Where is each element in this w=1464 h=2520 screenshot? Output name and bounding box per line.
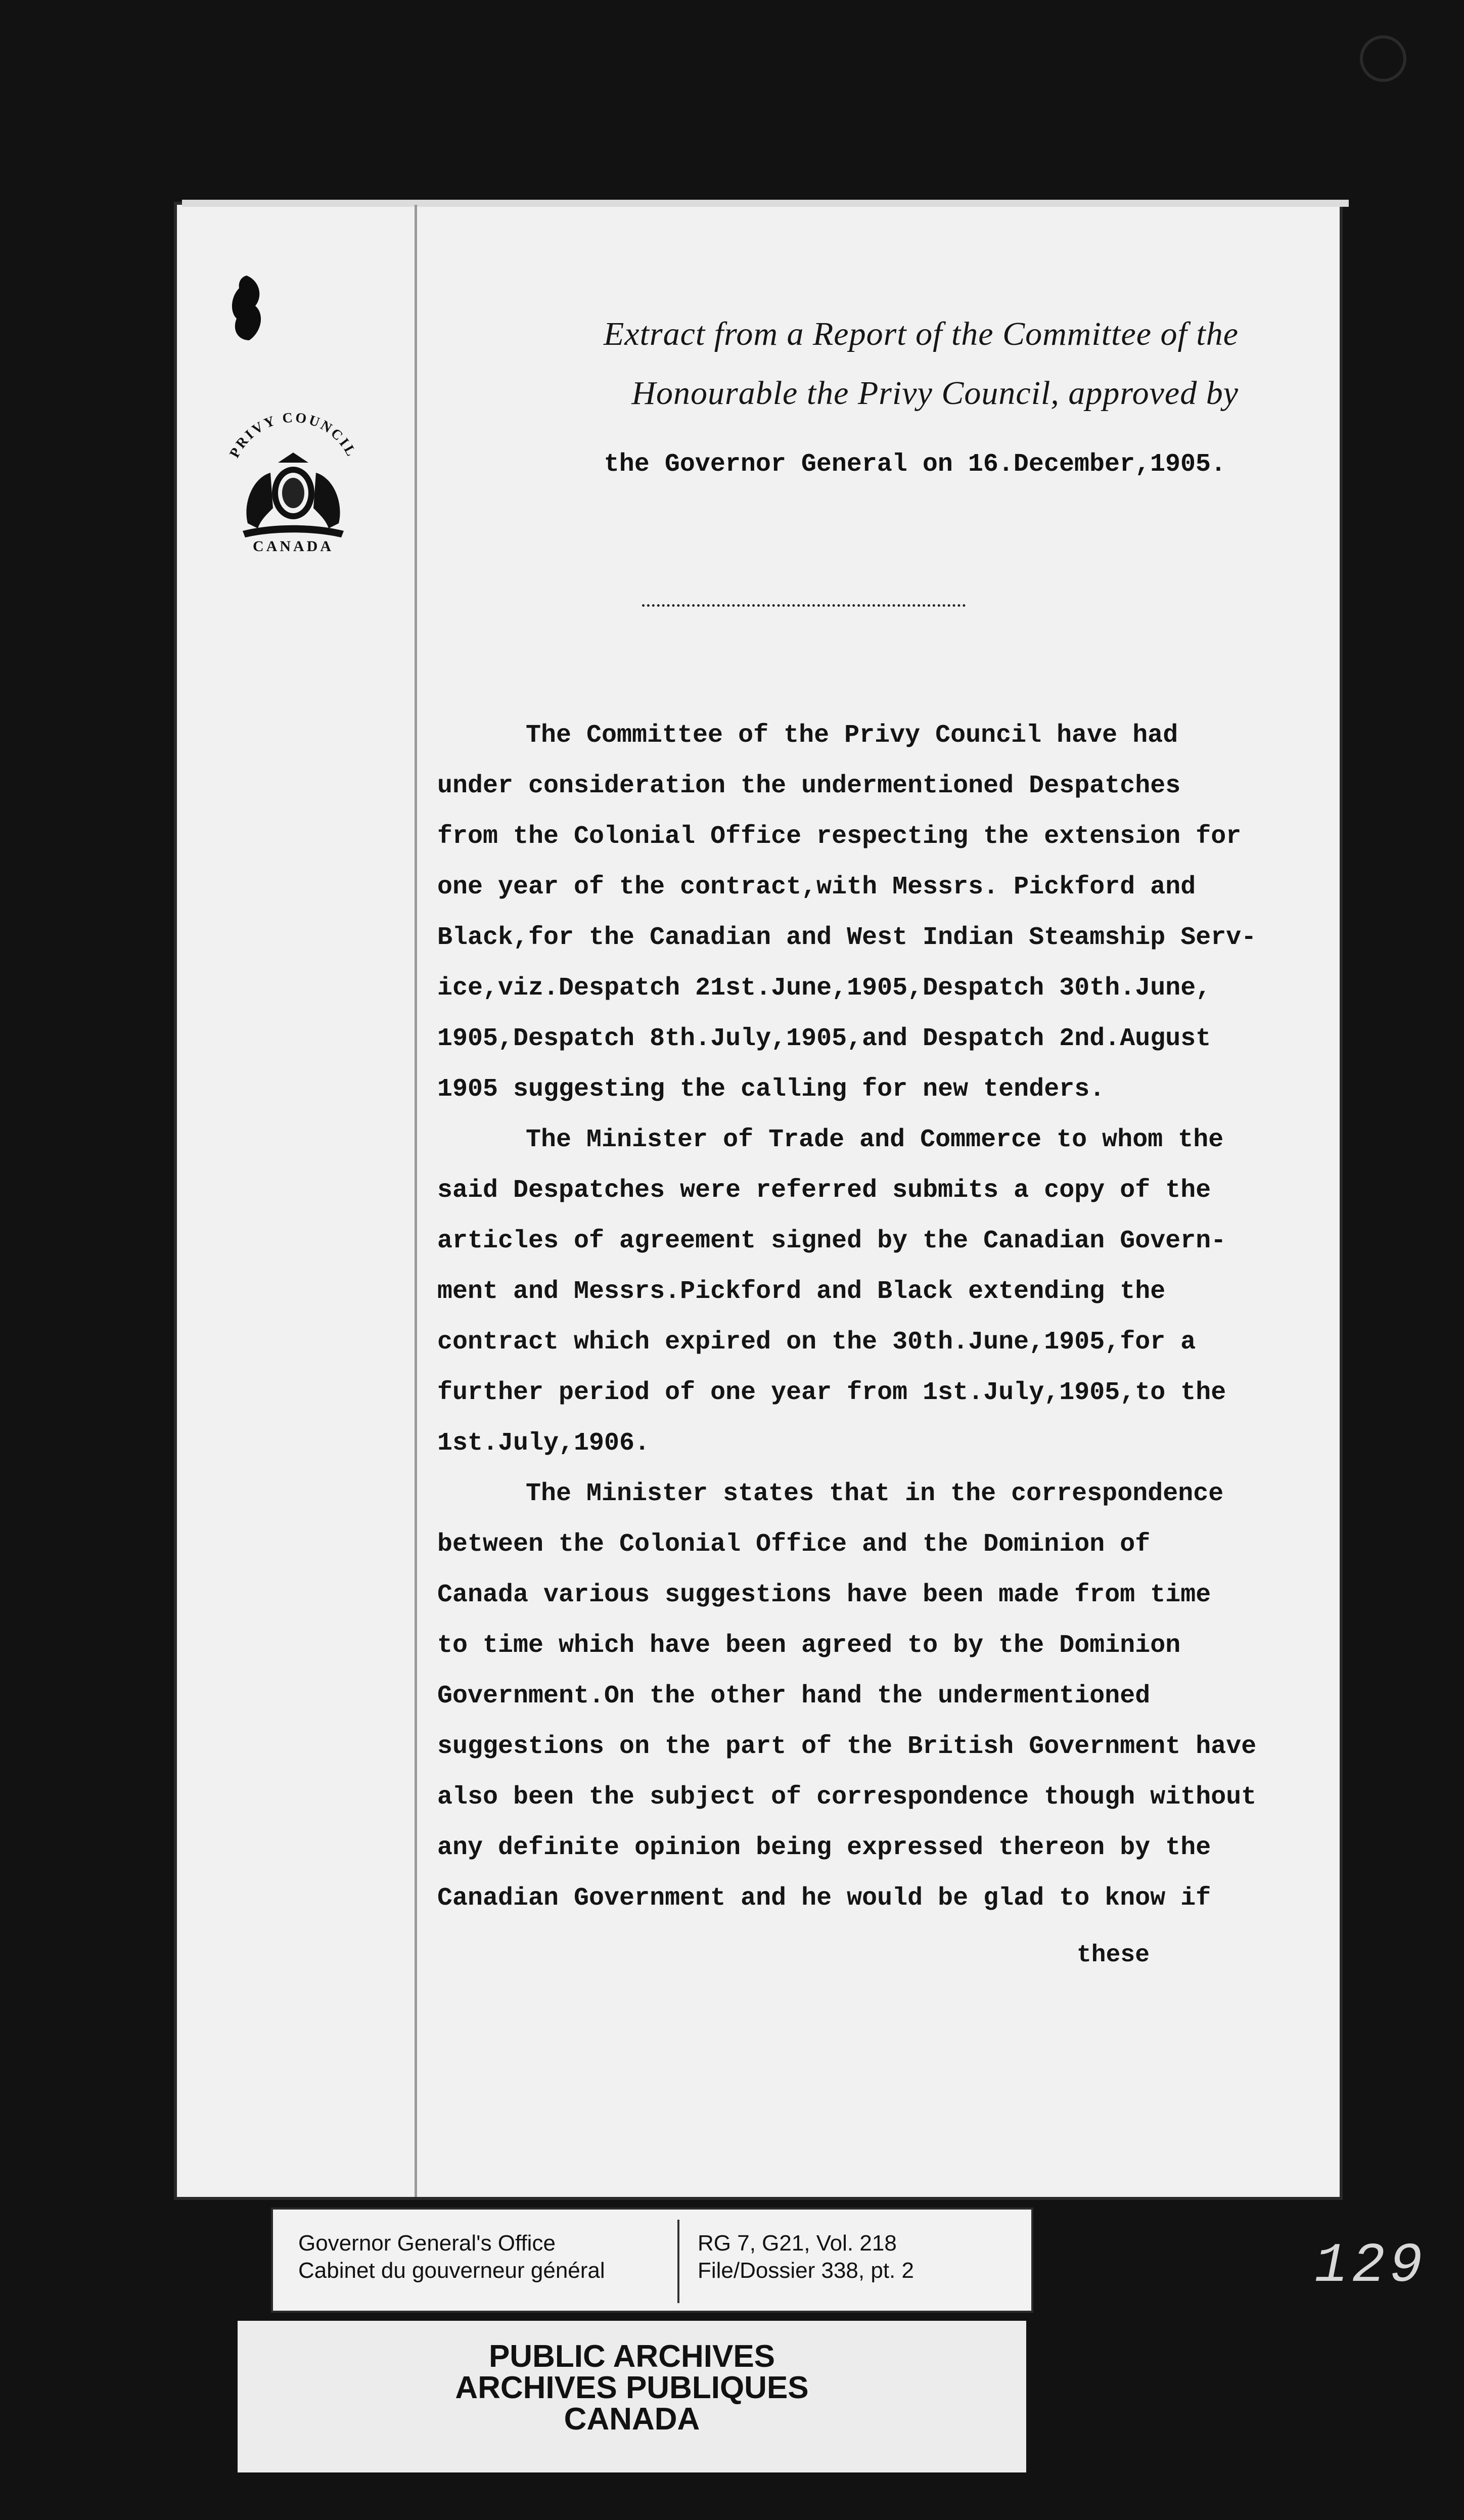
margin-rule [415,205,417,2197]
label-divider [677,2220,679,2303]
p1-line: ice,viz.Despatch 21st.June,1905,Despatch 30th.June, [437,974,1211,1003]
p1-line: The Committee of the Privy Council have had [526,721,1178,750]
p2-line: said Despatches were referred submits a copy of the [437,1176,1211,1205]
p2-line: further period of one year from 1st.July,1905,to the [437,1378,1226,1407]
archives-line-1: PUBLIC ARCHIVES [488,2339,775,2374]
p3-line: Canada various suggestions have been made from time [437,1581,1211,1609]
catchword: these [1077,1942,1150,1969]
document-page [177,205,1340,2197]
report-body [437,710,1297,1924]
record-group: RG 7, G21, Vol. 218 [698,2231,897,2256]
paragraph-1 [437,710,1297,1115]
frame-number: 129 [1314,2235,1427,2298]
p2-line: 1st.July,1906. [437,1429,650,1458]
paragraph-2 [437,1115,1297,1469]
p3-line: also been the subject of correspondence though without [437,1783,1257,1812]
p3-line: Government.On the other hand the undermentioned [437,1682,1151,1711]
office-names [298,2230,605,2284]
p1-line: from the Colonial Office respecting the extension for [437,822,1242,851]
privy-council-seal [212,407,374,555]
p3-line: The Minister states that in the correspondence [526,1479,1224,1508]
p3-line: Canadian Government and he would be glad to know if [437,1884,1211,1913]
p1-line: 1905,Despatch 8th.July,1905,and Despatch 2nd.August [437,1024,1211,1053]
archives-line-2: ARCHIVES PUBLIQUES [455,2370,809,2405]
ink-blot [229,276,264,341]
office-fr: Cabinet du gouverneur général [298,2258,605,2283]
archive-reference-label [273,2210,1031,2311]
p2-line: ment and Messrs.Pickford and Black extending the [437,1277,1166,1306]
p1-line: under consideration the undermentioned Despatches [437,772,1181,800]
seal-top-text: PRIVY COUNCIL [226,410,360,461]
public-archives-stamp [238,2321,1026,2472]
p3-line: suggestions on the part of the British Government have [437,1732,1257,1761]
p1-line: one year of the contract,with Messrs. Pickford and [437,873,1196,902]
royal-arms-icon [212,407,374,538]
film-corner-mark [1360,35,1406,82]
heading-line-1: Extract from a Report of the Committee of the [603,316,1239,352]
p3-line: to time which have been agreed to by the Dominion [437,1631,1181,1660]
paragraph-3 [437,1469,1297,1924]
heading-line-2: Honourable the Privy Council, approved by [631,375,1239,412]
p2-line: contract which expired on the 30th.June,1905,for a [437,1328,1196,1357]
office-en: Governor General's Office [298,2231,556,2256]
p3-line: any definite opinion being expressed thereon by the [437,1833,1211,1862]
archives-line-3: CANADA [564,2402,700,2437]
dotted-separator [642,604,966,609]
heading-line-3: the Governor General on 16.December,1905. [604,450,1226,479]
p1-line: 1905 suggesting the calling for new tenders. [437,1075,1105,1104]
p1-line: Black,for the Canadian and West Indian Steamship Serv- [437,923,1257,952]
p3-line: between the Colonial Office and the Dominion of [437,1530,1151,1559]
p2-line: articles of agreement signed by the Canadian Govern- [437,1227,1226,1255]
seal-bottom-text: CANADA [253,538,334,555]
p2-line: The Minister of Trade and Commerce to whom the [526,1126,1224,1154]
file-number: File/Dossier 338, pt. 2 [698,2258,914,2283]
file-reference [698,2230,914,2284]
